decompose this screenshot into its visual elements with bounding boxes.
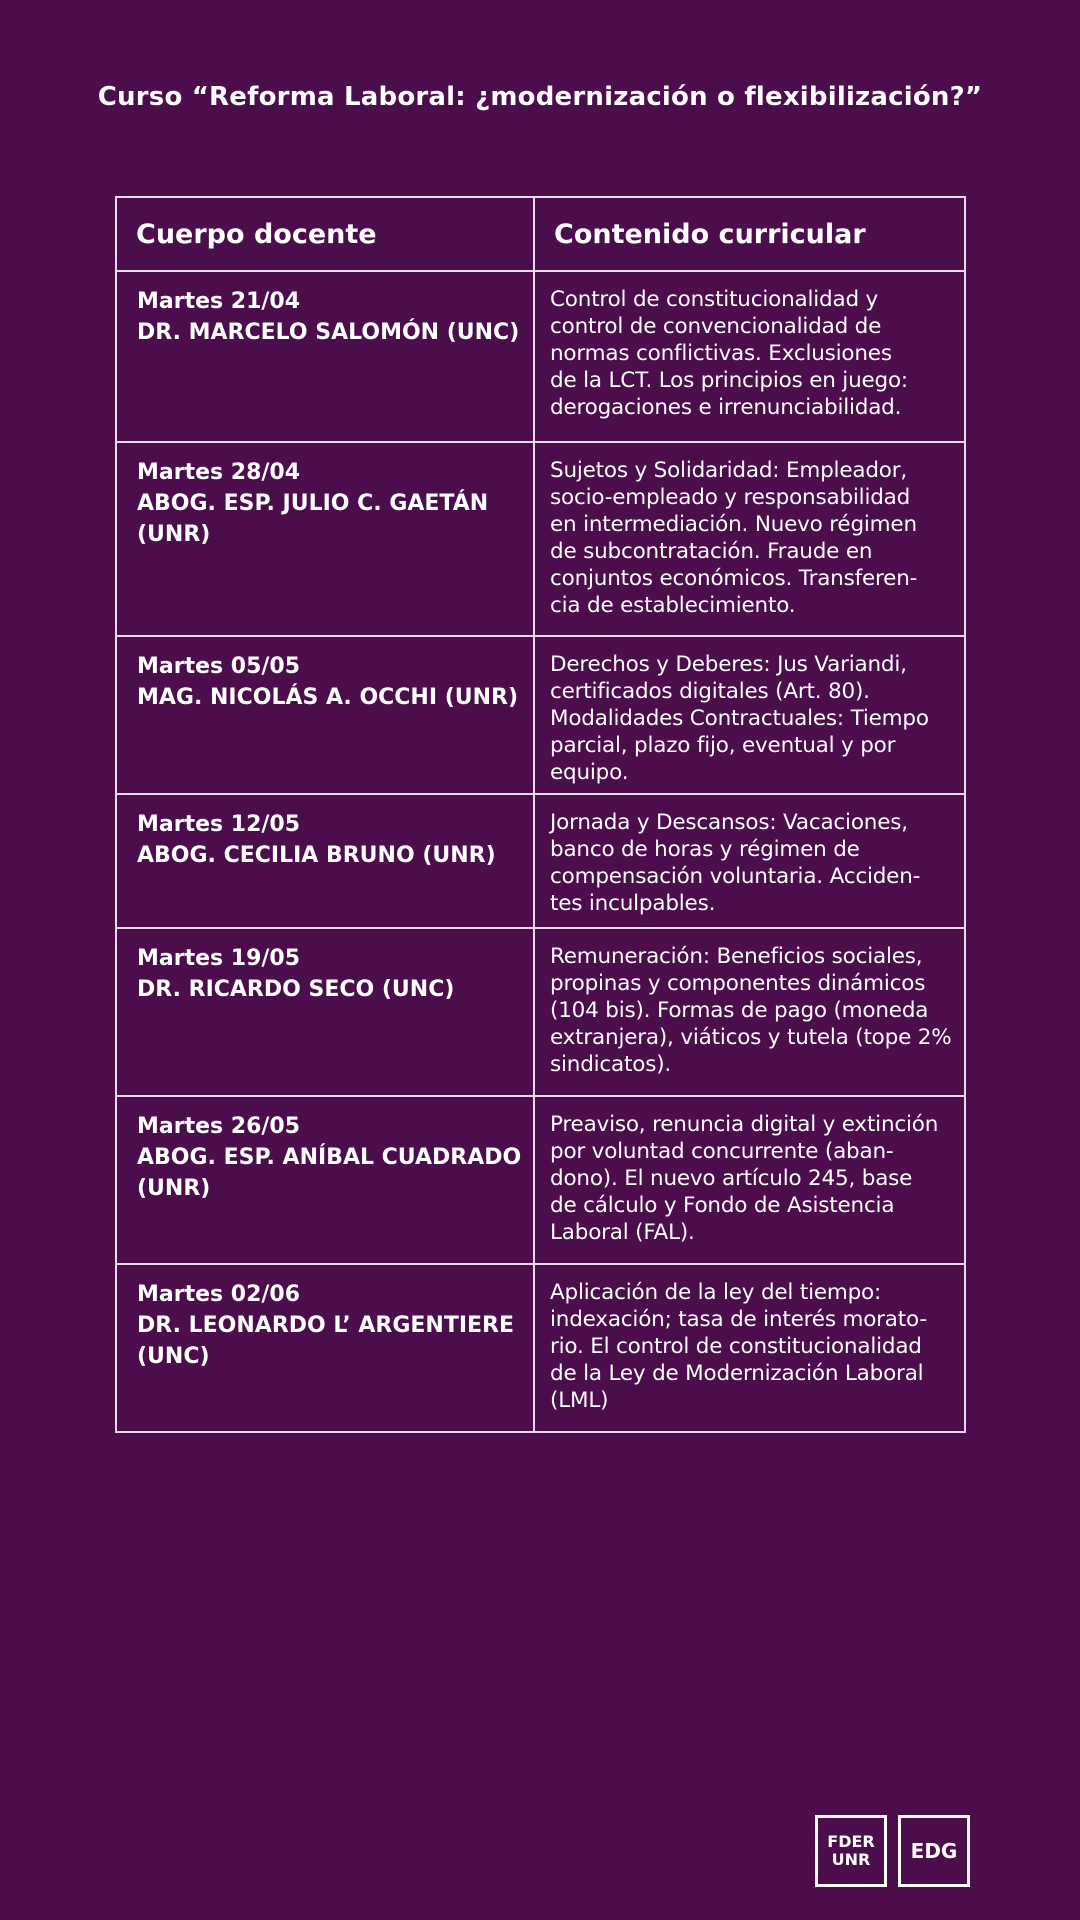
content-line: por voluntad concurrente (aban-: [550, 1139, 894, 1164]
teacher-name: ABOG. CECILIA BRUNO (UNR): [137, 843, 496, 868]
content-line: rio. El control de constitucionalidad: [550, 1334, 922, 1359]
content-line: banco de horas y régimen de: [550, 837, 860, 862]
content-line: parcial, plazo fijo, eventual y por: [550, 733, 896, 758]
content-cell: [534, 928, 965, 1096]
content-line: Derechos y Deberes: Jus Variandi,: [550, 652, 907, 677]
content-line: propinas y componentes dinámicos: [550, 971, 926, 996]
content-line: en intermediación. Nuevo régimen: [550, 512, 917, 537]
teacher-name: ABOG. ESP. ANÍBAL CUADRADO: [137, 1145, 522, 1170]
fder-unr-logo: [815, 1815, 887, 1887]
content-line: indexación; tasa de interés morato-: [550, 1307, 927, 1332]
content-cell: [534, 636, 965, 794]
content-line: Laboral (FAL).: [550, 1220, 695, 1245]
teacher-name: MAG. NICOLÁS A. OCCHI (UNR): [137, 685, 519, 710]
content-line: Control de constitucionalidad y: [550, 287, 879, 312]
teacher-cell: [116, 271, 534, 442]
content-line: (LML): [550, 1388, 609, 1413]
content-line: control de convencionalidad de: [550, 314, 882, 339]
session-date: Martes 21/04: [137, 289, 301, 314]
teacher-name: DR. LEONARDO L’ ARGENTIERE: [137, 1313, 515, 1338]
session-date: Martes 02/06: [137, 1282, 301, 1307]
content-line: de cálculo y Fondo de Asistencia: [550, 1193, 895, 1218]
session-date: Martes 28/04: [137, 460, 301, 485]
content-line: certificados digitales (Art. 80).: [550, 679, 870, 704]
session-date: Martes 05/05: [137, 654, 301, 679]
table-row: [116, 271, 965, 442]
content-cell: [534, 442, 965, 636]
fder-logo-line2: UNR: [831, 1850, 871, 1869]
table-row: [116, 1096, 965, 1264]
header-contenido-curricular: Contenido curricular: [534, 197, 965, 271]
teacher-cell: [116, 442, 534, 636]
content-line: cia de establecimiento.: [550, 593, 796, 618]
content-line: (104 bis). Formas de pago (moneda: [550, 998, 929, 1023]
content-cell: [534, 1264, 965, 1432]
schedule-table: [115, 196, 966, 1433]
content-line: de la Ley de Modernización Laboral: [550, 1361, 924, 1386]
content-line: de subcontratación. Fraude en: [550, 539, 873, 564]
teacher-cell: [116, 636, 534, 794]
header-cuerpo-docente: Cuerpo docente: [116, 197, 534, 271]
content-line: socio-empleado y responsabilidad: [550, 485, 911, 510]
teacher-cell: [116, 794, 534, 928]
teacher-cell: [116, 1264, 534, 1432]
page-title: Curso “Reforma Laboral: ¿modernización o flexibilización?”: [97, 82, 983, 112]
content-line: de la LCT. Los principios en juego:: [550, 368, 908, 393]
teacher-name: ABOG. ESP. JULIO C. GAETÁN: [137, 491, 489, 516]
edg-logo-text: EDG: [910, 1839, 958, 1863]
content-line: extranjera), viáticos y tutela (tope 2%: [550, 1025, 952, 1050]
content-line: conjuntos económicos. Transferen-: [550, 566, 918, 591]
table-row: [116, 928, 965, 1096]
teacher-name: (UNR): [137, 1176, 211, 1201]
table-row: [116, 794, 965, 928]
fder-logo-line1: FDER: [827, 1832, 875, 1851]
session-date: Martes 19/05: [137, 946, 301, 971]
footer-logos: [815, 1815, 970, 1887]
table-header-row: [116, 197, 965, 271]
teacher-name: DR. MARCELO SALOMÓN (UNC): [137, 320, 520, 345]
content-cell: [534, 1096, 965, 1264]
content-line: Modalidades Contractuales: Tiempo: [550, 706, 929, 731]
content-line: equipo.: [550, 760, 629, 785]
teacher-cell: [116, 1096, 534, 1264]
content-line: normas conflictivas. Exclusiones: [550, 341, 892, 366]
content-line: compensación voluntaria. Acciden-: [550, 864, 921, 889]
table-row: [116, 1264, 965, 1432]
content-line: Aplicación de la ley del tiempo:: [550, 1280, 882, 1305]
content-line: dono). El nuevo artículo 245, base: [550, 1166, 913, 1191]
session-date: Martes 26/05: [137, 1114, 301, 1139]
content-line: Preaviso, renuncia digital y extinción: [550, 1112, 939, 1137]
teacher-name: (UNC): [137, 1344, 210, 1369]
teacher-name: (UNR): [137, 522, 211, 547]
table-row: [116, 636, 965, 794]
teacher-name: DR. RICARDO SECO (UNC): [137, 977, 455, 1002]
teacher-cell: [116, 928, 534, 1096]
content-cell: [534, 271, 965, 442]
content-line: Sujetos y Solidaridad: Empleador,: [550, 458, 908, 483]
content-line: sindicatos).: [550, 1052, 672, 1077]
session-date: Martes 12/05: [137, 812, 301, 837]
table-row: [116, 442, 965, 636]
content-cell: [534, 794, 965, 928]
edg-logo: [898, 1815, 970, 1887]
content-line: Jornada y Descansos: Vacaciones,: [550, 810, 908, 835]
content-line: tes inculpables.: [550, 891, 716, 916]
content-line: Remuneración: Beneficios sociales,: [550, 944, 923, 969]
content-line: derogaciones e irrenunciabilidad.: [550, 395, 902, 420]
